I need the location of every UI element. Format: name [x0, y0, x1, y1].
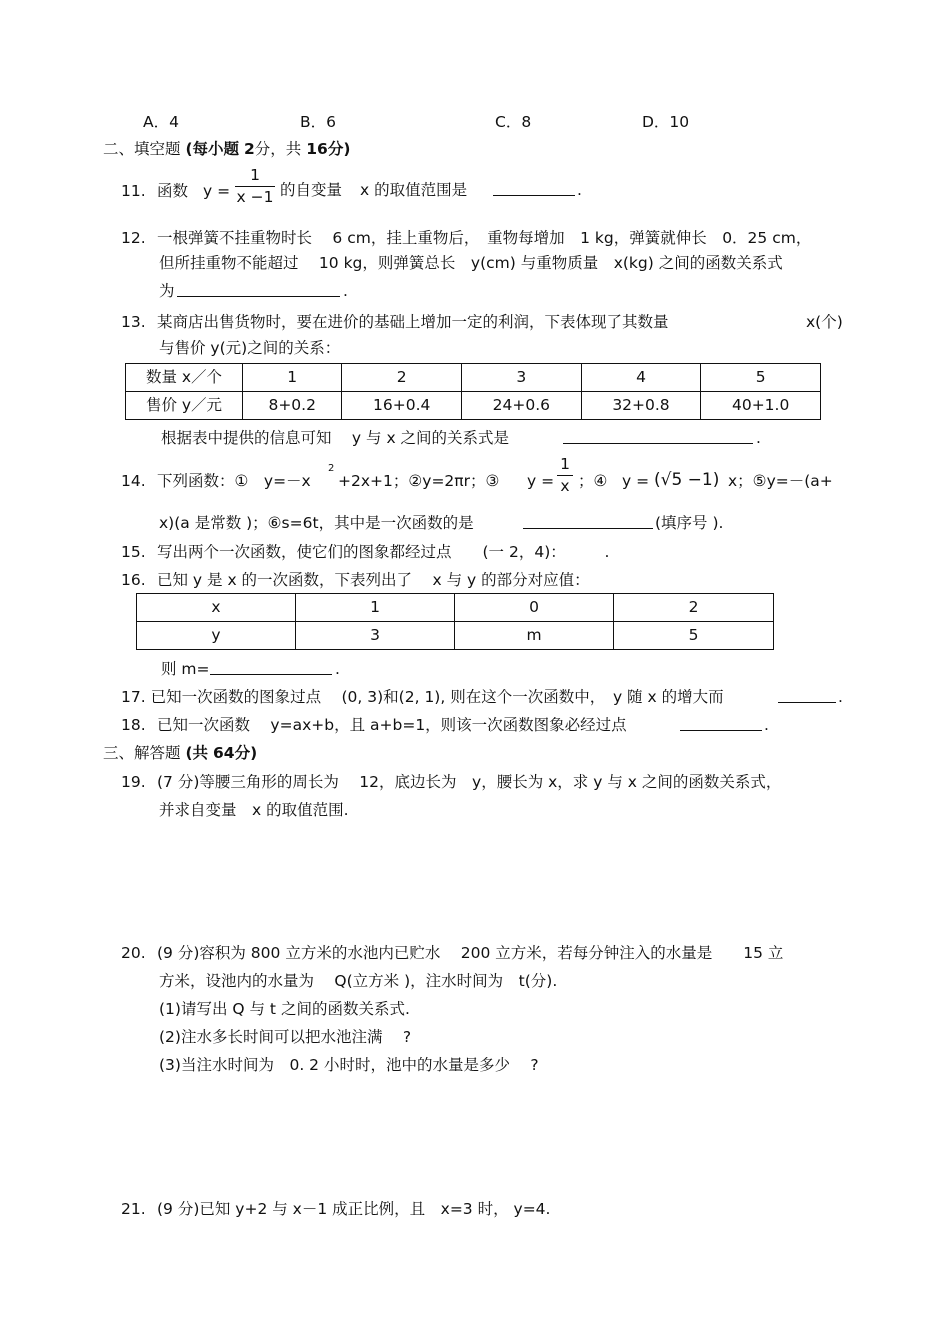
q14-text-d: x；⑤y=－(a+ — [728, 472, 833, 490]
table-cell: 4 — [581, 364, 701, 392]
q14-text-b: +2x+1；②y=2πr；③ — [338, 472, 500, 490]
q11-text-a: 函数 — [157, 182, 189, 200]
q16-after-text: 则 m= — [161, 660, 210, 678]
q15-text: 写出两个一次函数，使它们的图象都经过点 (一 2，4)： . — [157, 543, 610, 561]
q10-option-c: C．8 — [495, 113, 532, 131]
table-cell: y — [137, 622, 296, 650]
table-cell: 32+0.8 — [581, 392, 701, 420]
q14-fraction-numerator: 1 — [560, 455, 570, 473]
q13-table-row-price — [126, 392, 821, 420]
q20-subquestion-3: (3)当注水时间为 0. 2 小时时，池中的水量是多少 ? — [159, 1056, 539, 1074]
table-cell: 3 — [462, 364, 582, 392]
q13-answer-blank[interactable] — [563, 429, 753, 444]
q12-answer-blank[interactable] — [177, 282, 340, 297]
table-cell: 1 — [243, 364, 342, 392]
q16-table-row-x — [137, 594, 774, 622]
q13-after-text: 根据表中提供的信息可知 y 与 x 之间的关系式是 — [161, 429, 510, 447]
table-cell: 40+1.0 — [701, 392, 821, 420]
section-2-note-e: 分) — [327, 140, 351, 158]
q11-fraction-numerator: 1 — [250, 166, 260, 184]
table-cell: 1 — [296, 594, 455, 622]
q10-option-d: D．10 — [642, 113, 690, 131]
section-2-note-b: 2 — [243, 140, 255, 158]
q19-number: 19. — [121, 773, 146, 791]
q14-y4: y = — [622, 472, 650, 490]
q20-line-2: 方米，设池内的水量为 Q(立方米 )，注水时间为 t(分). — [159, 972, 558, 990]
q13-table-row-quantity — [126, 364, 821, 392]
q14-fraction — [557, 455, 573, 495]
q13-line-2: 与售价 y(元)之间的关系： — [159, 339, 341, 357]
q14-line-2: x)(a 是常数 )；⑥s=6t，其中是一次函数的是 — [159, 514, 474, 532]
q12-number: 12. — [121, 229, 146, 247]
q16-period: . — [335, 660, 340, 678]
q18-answer-blank[interactable] — [680, 716, 762, 731]
table-cell: m — [455, 622, 614, 650]
q11-fraction — [235, 166, 275, 206]
q11-text-c: x 的取值范围是 — [360, 181, 468, 199]
q16-number: 16. — [121, 571, 146, 589]
q20-line-1: (9 分)容积为 800 立方米的水池内已贮水 200 立方米，若每分钟注入的水量是 15 立 — [157, 944, 784, 962]
section-2-note-d: 16 — [306, 140, 328, 158]
q10-option-b: B．6 — [300, 113, 336, 131]
q14-fraction-denominator: x — [560, 476, 570, 495]
q13-line-1-unit: x(个) — [806, 313, 843, 331]
q11-fraction-bar — [235, 186, 275, 187]
q18-period: . — [764, 716, 769, 734]
q12-line-3-prefix: 为 — [159, 282, 175, 300]
section-2-heading — [103, 140, 350, 159]
section-2-note-c: 分，共 — [254, 140, 302, 158]
table-cell: 数量 x／个 — [126, 364, 243, 392]
q14-answer-blank[interactable] — [523, 514, 653, 529]
q14-text-c: ；④ — [578, 472, 608, 490]
q20-number: 20. — [121, 944, 146, 962]
q12-line-1: 一根弹簧不挂重物时长 6 cm，挂上重物后， 重物每增加 1 kg，弹簧就伸长 0．25 cm， — [157, 229, 812, 247]
section-2-note-a: (每小题 — [185, 140, 240, 158]
table-cell: 2 — [614, 594, 774, 622]
q16-answer-blank[interactable] — [210, 660, 332, 675]
q10-option-a: A．4 — [143, 113, 179, 131]
q13-number: 13. — [121, 313, 146, 331]
q17-answer-blank[interactable] — [778, 688, 836, 703]
q19-line-1: (7 分)等腰三角形的周长为 12，底边长为 y，腰长为 x，求 y 与 x 之间的函数关系式， — [157, 773, 782, 791]
table-cell: x — [137, 594, 296, 622]
q18-text: 已知一次函数 y=ax+b，且 a+b=1，则该一次函数图象必经过点 — [157, 716, 627, 734]
q16-table-row-y — [137, 622, 774, 650]
q20-subquestion-2: (2)注水多长时间可以把水池注满 ? — [159, 1028, 412, 1046]
q14-superscript: 2 — [328, 463, 335, 474]
q16-table — [136, 593, 774, 650]
table-cell: 24+0.6 — [462, 392, 582, 420]
q11-period: . — [577, 181, 582, 199]
q15-number: 15. — [121, 543, 146, 561]
q14-fraction-bar — [557, 475, 573, 476]
section-3-note-a: (共 — [185, 744, 209, 762]
q11-y: y = — [203, 182, 231, 200]
q20-subquestion-1: (1)请写出 Q 与 t 之间的函数关系式. — [159, 1000, 410, 1018]
table-cell: 2 — [342, 364, 462, 392]
q11-number: 11. — [121, 182, 146, 200]
q19-line-2: 并求自变量 x 的取值范围. — [159, 801, 349, 819]
q21-text: (9 分)已知 y+2 与 x－1 成正比例，且 x=3 时， y=4. — [157, 1200, 551, 1218]
table-cell: 16+0.4 — [342, 392, 462, 420]
q13-table — [125, 363, 821, 420]
q12-period: . — [343, 282, 348, 300]
table-cell: 8+0.2 — [243, 392, 342, 420]
q13-line-1: 某商店出售货物时，要在进价的基础上增加一定的利润，下表体现了其数量 — [157, 313, 669, 331]
q14-number: 14. — [121, 472, 146, 490]
table-cell: 3 — [296, 622, 455, 650]
q14-sqrt-expression: (√5 −1) — [654, 470, 720, 490]
table-cell: 0 — [455, 594, 614, 622]
q21-number: 21. — [121, 1200, 146, 1218]
q17-period: . — [838, 688, 843, 706]
table-cell: 售价 y／元 — [126, 392, 243, 420]
section-3-heading — [103, 744, 257, 763]
q14-line-2-end: (填序号 ). — [655, 514, 724, 532]
q11-answer-blank[interactable] — [493, 181, 575, 196]
q11-fraction-denominator: x −1 — [236, 187, 274, 206]
section-3-note-b: 64 — [212, 744, 235, 762]
q18-number: 18. — [121, 716, 146, 734]
q12-line-2: 但所挂重物不能超过 10 kg，则弹簧总长 y(cm) 与重物质量 x(kg) 之间的函数关系式 — [159, 254, 783, 272]
section-2-prefix: 二、填空题 — [103, 140, 181, 158]
table-cell: 5 — [614, 622, 774, 650]
q14-y3: y = — [527, 472, 555, 490]
q11-text-b: 的自变量 — [280, 181, 343, 199]
q16-text: 已知 y 是 x 的一次函数，下表列出了 x 与 y 的部分对应值： — [157, 571, 590, 589]
table-cell: 5 — [701, 364, 821, 392]
section-3-note-c: 分) — [234, 744, 258, 762]
section-3-prefix: 三、解答题 — [103, 744, 181, 762]
q13-period: . — [756, 429, 761, 447]
q14-text-a: 下列函数：① y=－x — [157, 472, 311, 490]
q17-text: 17. 已知一次函数的图象过点 (0, 3)和(2, 1), 则在这个一次函数中， y 随 x 的增大而 — [121, 688, 724, 706]
